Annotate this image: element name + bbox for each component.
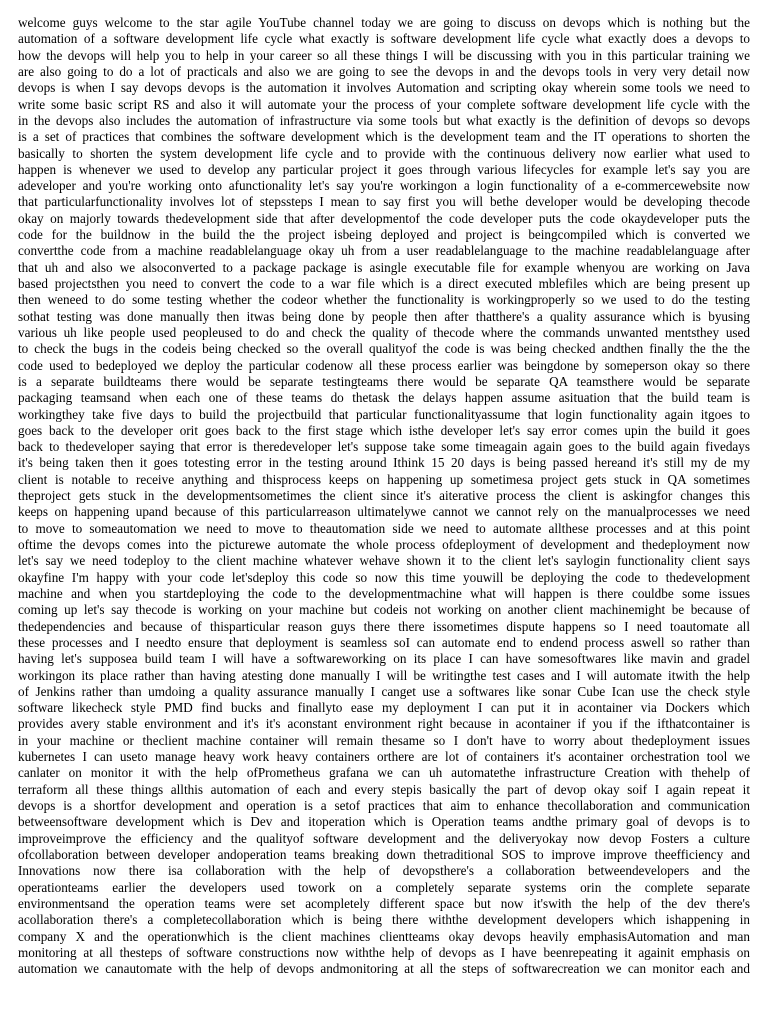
transcript-line: goes back to the developer orit goes back to the first stage which isthe developer let's say error comes upin the build it goes xyxy=(18,422,750,438)
transcript-line: that particularfunctionality involves lot of stepssteps I mean to say first you will bethe developer would be developing thecode xyxy=(18,194,750,210)
transcript-line: coming up let's say thecode is working on your machine but codeis not working on another client machinemight be because of xyxy=(18,602,750,618)
transcript-line: how the devops will help you to help in your career so all these things I will be discussing with you in this particular training we xyxy=(18,47,750,63)
transcript-line: okay on majorly towards thedevelopment side that after developmentof the code developer puts the code okaydeveloper puts the xyxy=(18,210,750,226)
transcript-line: welcome guys welcome to the star agile YouTube channel today we are going to discuss on devops which is nothing but the xyxy=(18,15,750,30)
transcript-line: let's say we need todeploy to the client machine whatever wehave shown it to the client let's saylogin functionality client says xyxy=(18,553,750,569)
transcript-line: terraform all these things allthis automation of each and every stepis basically the part of devop okay soif I again repeat it xyxy=(18,781,750,797)
transcript-line: then weneed to do some testing whether the codeor whether the functionality is workingproperly so we used to do the testing xyxy=(18,292,750,308)
transcript-line: adeveloper and you're working onto afunctionality let's say you're workingon a login functionality of a e-commercewebsite now xyxy=(18,178,750,194)
transcript-line: oftime the devops comes into the picturewe automate the whole process ofdeployment of development and thedeployment now xyxy=(18,537,750,552)
transcript-line: client is notable to receive anything and thisprocess keeps on happening up sometimesa project gets stuck in QA sometimes xyxy=(18,471,750,487)
transcript-line: workingthey take five days to build the projectbuild that particular functionalityassume that login functionality again itgoes to xyxy=(18,406,750,422)
transcript-line: keeps on happening upand because of this particularreason ultimatelywe cannot we cannot rely on the manualprocesses we need xyxy=(18,504,750,520)
transcript-line: canlater on monitor it with the help ofPrometheus grafana we can uh automatethe infrastructure Creation with thehelp of xyxy=(18,765,750,781)
transcript-line: automation of a software development life cycle what exactly is software development life cycle what exactly does a devops to xyxy=(18,31,750,47)
transcript-line: in the devops also includes the automation of infrastructure via some tools but what exactly is the definition of devops so devops xyxy=(18,112,750,128)
transcript-line: to check the bugs in the codeis being checked so the overall qualityof the code is was being checked andthen finally the the the xyxy=(18,341,750,357)
transcript-line: devops is when I say devops devops is the automation it involves Automation and scripting okay wherein some tools we need to xyxy=(18,80,750,96)
transcript-line: software likecheck style PMD find bucks and finallyto ease my deployment I can put it in acontainer via Dockers which xyxy=(18,700,750,716)
transcript-line: devops is a shortfor development and operation is a setof practices that aim to enhance thecollaboration and communication xyxy=(18,798,750,813)
transcript-line: provides avery stable environment and it's it's aconstant environment right because in acontainer if you if the ifthatcontainer is xyxy=(18,716,750,732)
transcript-line: okayfine I'm happy with your code let'sdeploy this code so now this time youwill be deploying the code to thedevelopment xyxy=(18,569,750,585)
transcript-line: that uh and also we alsoconverted to a package package is asingle executable file for example whenyou are working on Java xyxy=(18,259,750,275)
transcript-line: betweensoftware development which is Dev and itoperation which is Operation teams andthe primary goal of devops is to xyxy=(18,814,750,830)
transcript-line: packaging teamsand when each one of these teams do thetask the delays happen assume asituation that the build team is xyxy=(18,390,750,406)
transcript-line: code for the buildnow in the build the the project isbeing deployed and project is beingcompiled which is converted we xyxy=(18,227,750,243)
transcript-line: theproject gets stuck in the developmentsometimes the client since it's aiterative process the client is askingfor changes this xyxy=(18,488,750,504)
transcript-line: based projectsthen you need to convert the code to a war file which is a direct executed mblefiles which are being present up xyxy=(18,276,750,291)
transcript-line: these processes and I needto ensure that deployment is seamless soI can automate end to endend process aswell so rather than xyxy=(18,634,750,650)
transcript-line: automation we canautomate with the help of devops andmonitoring at all the steps of softwarecreation we can monitor each and xyxy=(18,961,750,977)
transcript-line: Innovations now there isa collaboration with the help of devopsthere's a collaboration betweendevelopers and the xyxy=(18,863,750,879)
transcript-line: basically to shorten the system development life cycle and to provide with the continuous delivery now earlier what used to xyxy=(18,145,750,161)
transcript-line: sothat testing was done manually then itwas being done by people then after thatthere's a quality assurance which is byusing xyxy=(18,308,750,324)
transcript-line: is a set of practices that combines the software development which is the development team and the IT operations to shorten the xyxy=(18,129,750,145)
transcript-line: of Jenkins rather than umdoing a quality assurance manually I canget use a softwares like sonar Cube Ican use the check style xyxy=(18,683,750,699)
transcript-line: in your machine or theclient machine container will remain thesame so I don't have to worry about thedeployment issues xyxy=(18,732,750,748)
transcript-line: environmentsand the operation teams were set acompletely different space but now it'swith the help of the dev there's xyxy=(18,895,750,911)
transcript-line: back to thedeveloper saying that error is theredeveloper let's suppose take some timeagain again goes to the build again fivedays xyxy=(18,439,750,455)
transcript-line: company X and the operationwhich is the client machines clientteams okay devops heavily emphasisAutomation and man xyxy=(18,928,750,944)
transcript-line: various uh like people used peopleused to do and check the quality of thecode where the commands unwanted mentsthey used xyxy=(18,324,750,340)
transcript-line: write some basic script RS and also it will automate your the process of your complete software development life cycle with the xyxy=(18,96,750,112)
transcript-line: thedependencies and because of thisparticular reason guys there there issometimes dispute happens so I need toautomate all xyxy=(18,618,750,634)
transcript-line: workingon its place rather than having atesting done manually I will be writingthe test cases and I will automate itwith the help xyxy=(18,667,750,683)
transcript-line: happen is whenever we used to develop any particular project it goes through various lifecycles for example let's say you are xyxy=(18,161,750,177)
transcript-line: convertthe code from a machine readablelanguage okay uh from a user readablelanguage to the machine readablelanguage after xyxy=(18,243,750,259)
transcript-line: machine and when you startdeploying the code to the developmentmachine what will happen is there couldbe some issues xyxy=(18,585,750,601)
transcript-line: ofcollaboration between developer andoperation teams breaking down thetraditional SOS to improve improve theefficiency and xyxy=(18,846,750,862)
transcript-line: acollaboration there's a completecollaboration which is being there withthe development developers which ishappening in xyxy=(18,912,750,928)
transcript-line: it's being taken then it goes totesting error in the testing around Ithink 15 20 days is being passed hereand it's still my de my xyxy=(18,455,750,471)
transcript-line: monitoring at all thesteps of software constructions now withthe help of devops as I have beenrepeating it againit emphasis on xyxy=(18,944,750,960)
transcript-line: having let's supposea build team I will have a softwareworking on its place I can have somesoftwares like mavin and gradel xyxy=(18,651,750,667)
transcript-line: are also going to do a lot of practicals and also we are going to see the devops in and the devops tools in very very detail now xyxy=(18,63,750,79)
transcript-line: is a separate buildteams there would be separate testingteams there would be separate QA teamsthere would be separate xyxy=(18,373,750,389)
transcript-line: operationteams earlier the developers used towork on a completely separate systems orin the complete separate xyxy=(18,879,750,895)
transcript-page xyxy=(18,15,750,1015)
transcript-line: kubernetes I can useto manage heavy work heavy containers orthere are lot of containers it's acontainer orchestration tool we xyxy=(18,749,750,765)
transcript-line: to move to someautomation we need to move to theautomation side we need to automate allthese processes and at this point xyxy=(18,520,750,536)
transcript-line: improveimprove the efficiency and the qualityof software development and the deliveryokay now devop Fosters a culture xyxy=(18,830,750,846)
transcript-line: code used to bedeployed we deploy the particular codenow all these process earlier was beingdone by someperson okay so there xyxy=(18,357,750,373)
